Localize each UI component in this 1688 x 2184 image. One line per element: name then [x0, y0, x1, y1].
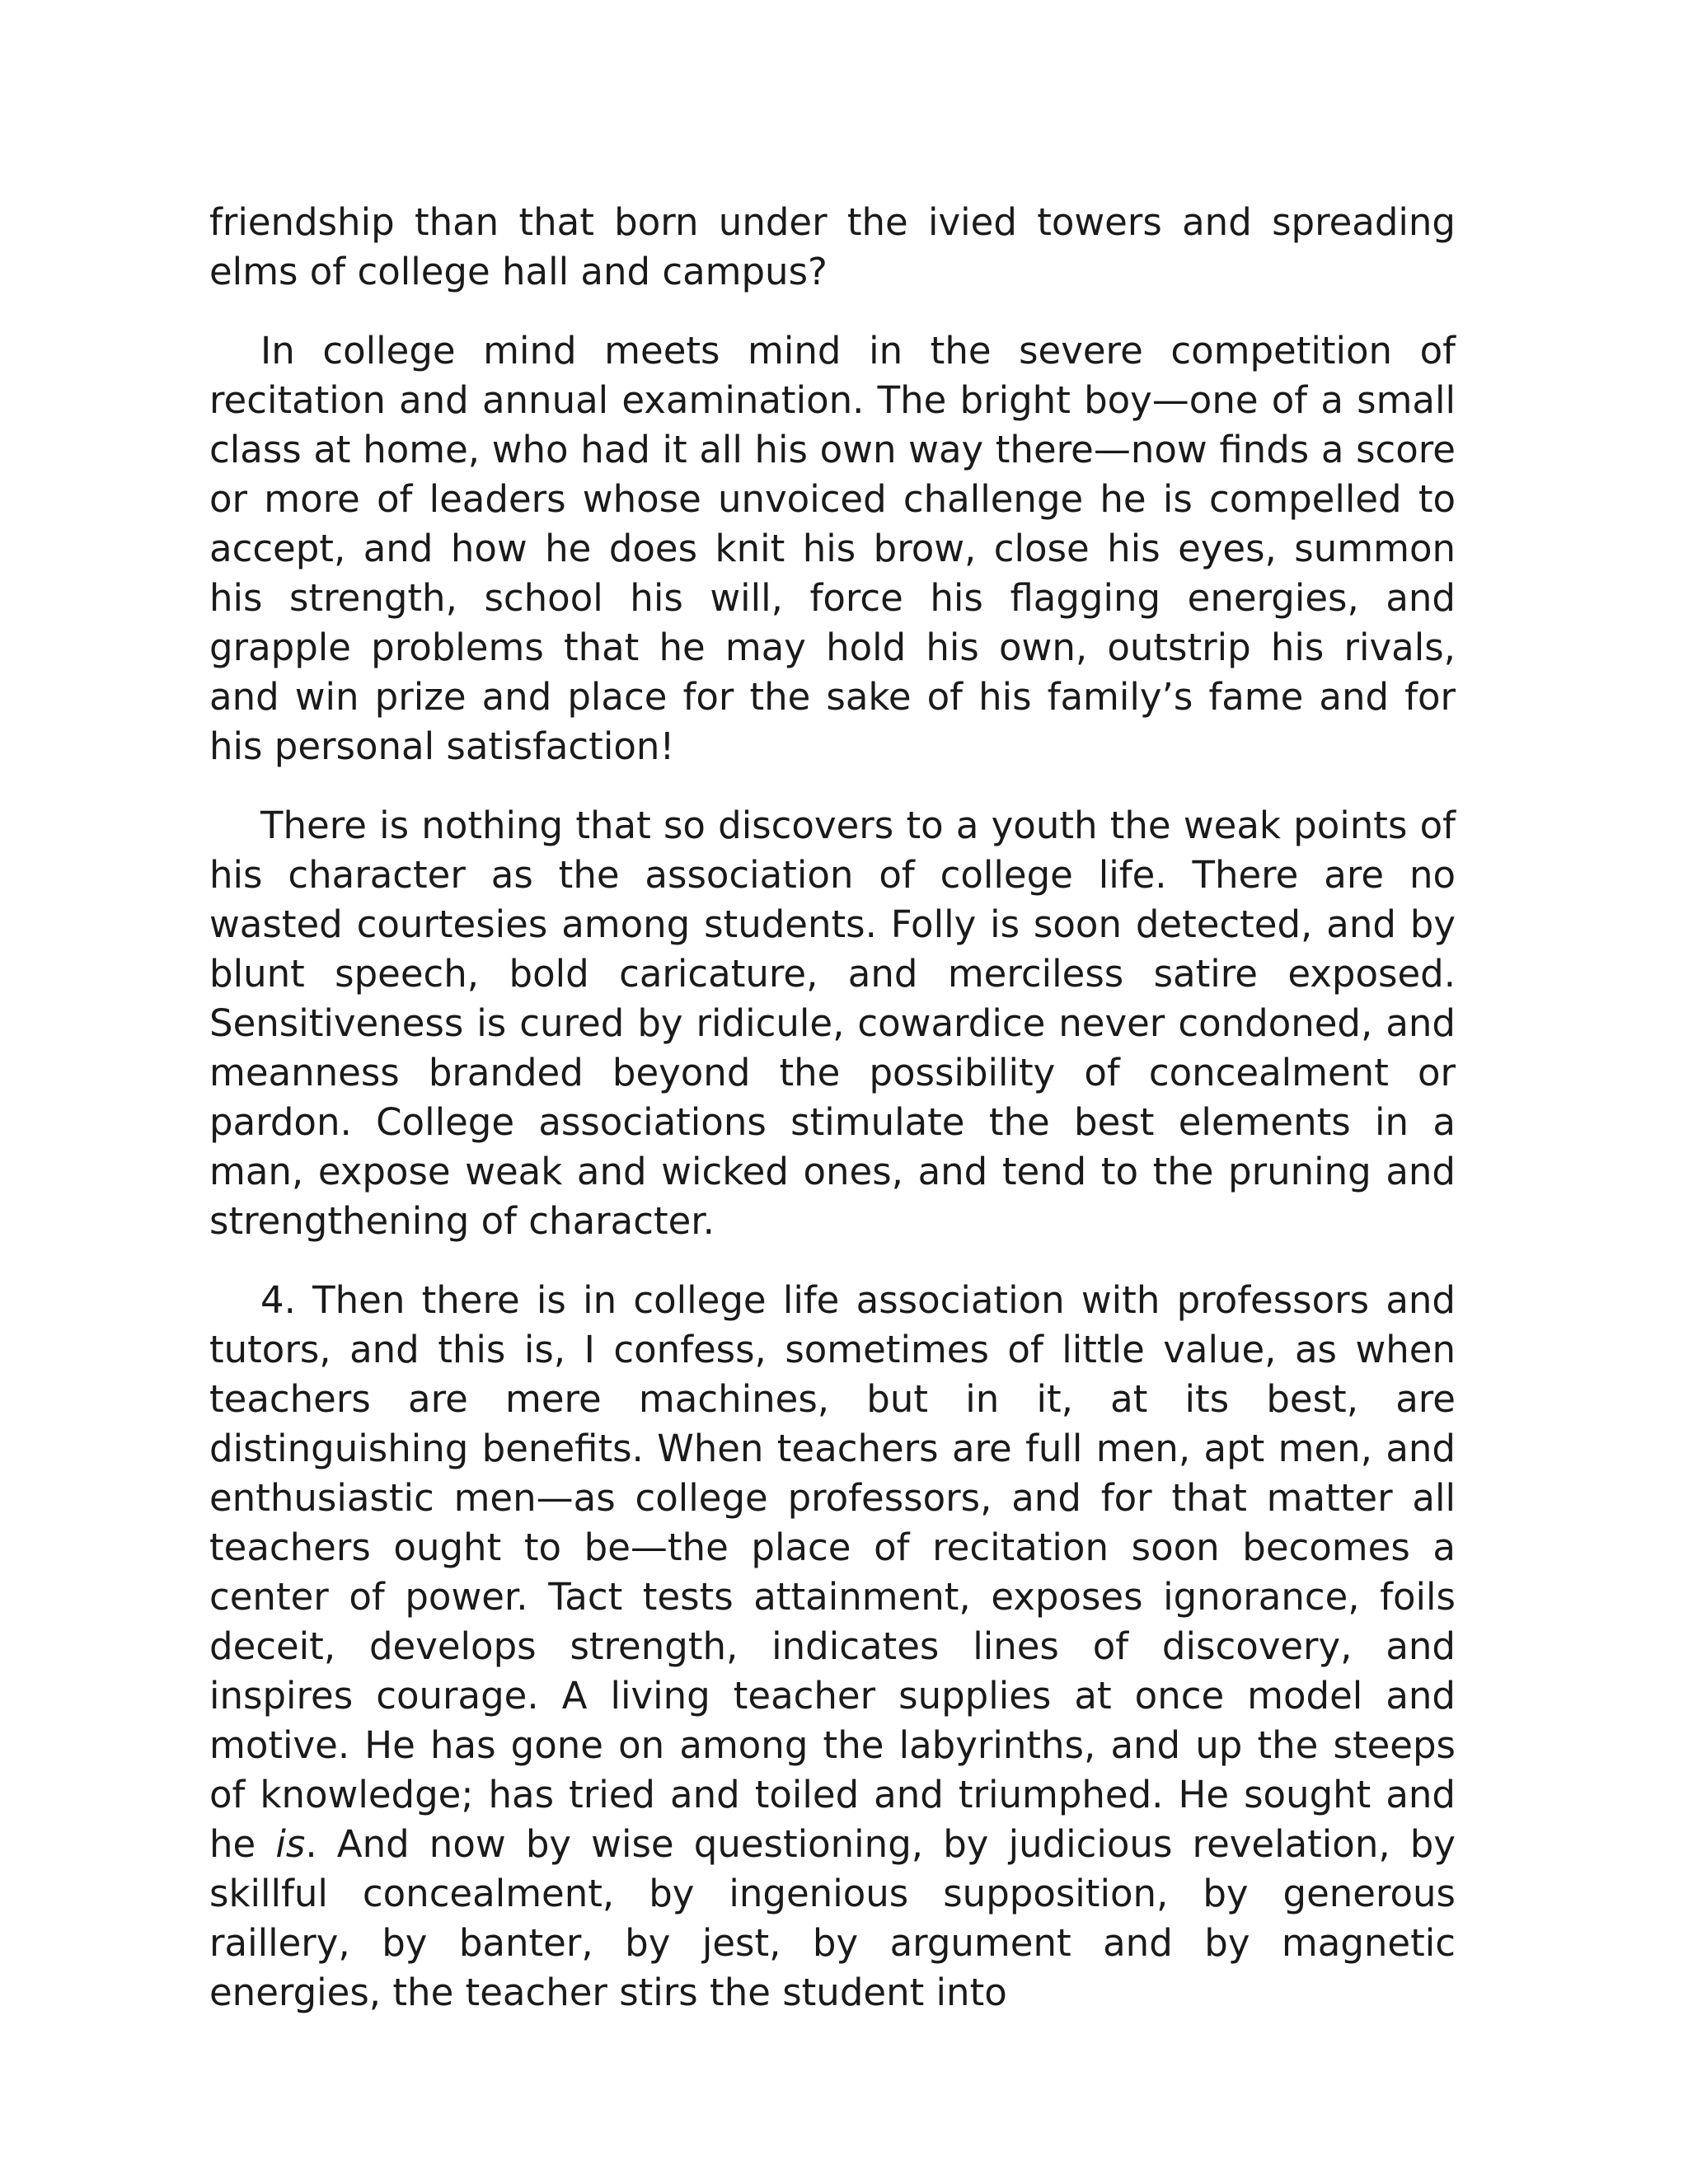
paragraph-continuation: friendship than that born under the ivied towers and spreading elms of college hall and campus?	[209, 200, 1456, 293]
emphasized-word: is	[275, 1822, 306, 1866]
paragraph-competition: In college mind meets mind in the severe competition of recitation and annual examination. The bright boy—one of a small class at home, who had it all his own way there—now finds a score or more of leaders whose unvoiced challenge he is compelled to accept, and how he does knit his brow, close his eyes, summon his strength, school his will, force his flagging energies, and grapple problems that he may hold his own, outstrip his rivals, and win prize and place for the sake of his family’s fame and for his personal satisfaction!	[209, 329, 1456, 768]
paragraph-character: There is nothing that so discovers to a youth the weak points of his character as the association of college life. There are no wasted courtesies among students. Folly is soon detected, and by blunt speech, bold caricature, and merciless satire exposed. Sensitiveness is cured by ridicule, cowardice never condoned, and meanness branded beyond the possibility of concealment or pardon. College associations stimulate the best elements in a man, expose weak and wicked ones, and tend to the pruning and strengthening of character.	[209, 804, 1456, 1243]
paragraph-text-start: 4. Then there is in college life association with professors and tutors, and this is, I confess, sometimes of little value, as when teachers are mere machines, but in it, at its best, are distinguishing benefits. When teachers are full men, apt men, and enthusiastic men—as college professors, and for that matter all teachers ought to be—the place of recitation soon becomes a center of power. Tact tests attainment, exposes ignorance, foils deceit, develops strength, indicates lines of discovery, and inspires courage. A living teacher supplies at once model and motive. He has gone on among the labyrinths, and up the steeps of knowledge; has tried and toiled and triumphed. He sought and he	[209, 1278, 1456, 1866]
paragraph-professors	[209, 1276, 1456, 2018]
paragraph-text-end: . And now by wise questioning, by judicious revelation, by skillful concealment, by ingenious supposition, by generous raillery, by banter, by jest, by argument and by magnetic energies, the teacher stirs the student into	[209, 1822, 1456, 2014]
page-body	[209, 198, 1456, 2047]
